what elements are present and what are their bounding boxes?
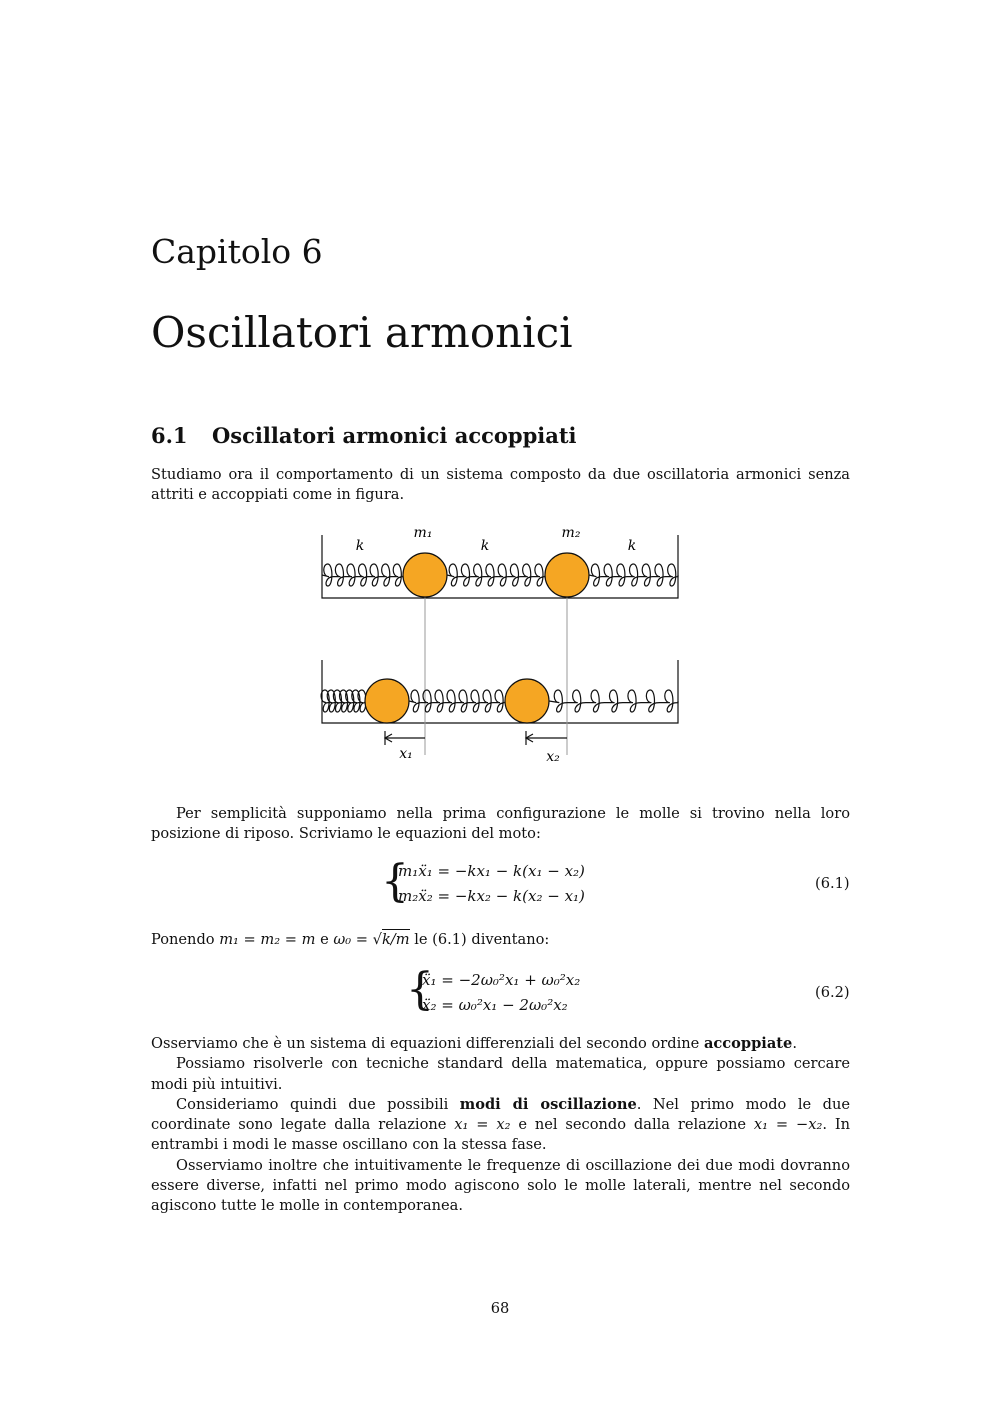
p3-after: .: [792, 1035, 797, 1052]
intro-paragraph: Studiamo ora il comportamento di un sistema composto da due oscillatoria armonici senza attriti e accoppiati come in figura.: [151, 466, 850, 504]
sqrt-sign: √: [372, 931, 382, 948]
p2-after: le (6.1) diventano:: [414, 931, 550, 948]
spring-label-right: k: [627, 538, 637, 554]
equation-6-1: [0, 858, 1000, 914]
spring-bottom-right: [549, 690, 678, 712]
masses-equal: m₁ = m₂ = m: [219, 931, 316, 948]
equation-6-1-line-1: m₁ẍ₁ = −kx₁ − k(x₁ − x₂): [398, 862, 585, 880]
omega-def: ω₀ =: [333, 931, 368, 948]
spring-bottom-middle: [409, 690, 505, 712]
p5-before: Consideriamo quindi due possibili: [176, 1095, 460, 1113]
spring-bottom-left: [321, 690, 366, 712]
mass-1-bottom: [365, 679, 409, 723]
spring-top-middle: [447, 564, 545, 586]
spring-top-right: [589, 564, 678, 586]
equation-number-6-1: (6.1): [815, 875, 850, 892]
mass-2-top: [545, 553, 589, 597]
equation-6-2-line-2: ẍ₂ = ω₀²x₁ − 2ω₀²x₂: [422, 996, 568, 1014]
mass-1-top: [403, 553, 447, 597]
coupled-oscillators-figure: [300, 515, 700, 775]
paragraph-6: Osserviamo inoltre che intuitivamente le frequenze di oscillazione dei due modi dovranno essere diverse, infatti nel primo modo agiscono solo le molle laterali, mentre nel secondo agiscono tutte le molle in contemporanea.: [151, 1156, 850, 1215]
section-title: Oscillatori armonici accoppiati: [212, 423, 577, 448]
paragraph-5: [151, 1095, 850, 1156]
and-word: e: [320, 931, 329, 948]
equation-brace: {: [381, 856, 409, 907]
p5-mid2: e nel secondo dalla relazione: [510, 1116, 754, 1134]
section-heading: [151, 422, 577, 450]
p5-relation-2: x₁ = −x₂: [753, 1116, 823, 1134]
equation-number-6-2: (6.2): [815, 984, 850, 1001]
equation-brace: {: [406, 964, 434, 1015]
equation-6-2-line-1: ẍ₁ = −2ω₀²x₁ + ω₀²x₂: [422, 971, 581, 989]
mass-2-label: m₂: [561, 525, 581, 541]
spring-label-left: k: [355, 538, 365, 554]
page-number: 68: [490, 1300, 510, 1317]
sqrt-argument: k/m: [381, 931, 410, 948]
x1-label: x₁: [399, 746, 413, 762]
top-track: [322, 535, 678, 598]
p3-before: Osserviamo che è un sistema di equazioni differenziali del secondo ordine: [151, 1035, 704, 1052]
p2-before: Ponendo: [151, 931, 215, 948]
p5-after: . In entrambi i modi le masse oscillano con la stessa fase.: [151, 1116, 850, 1154]
equation-6-2: [0, 966, 1000, 1022]
p5-mid: . Nel primo modo le due coordinate sono legate dalla relazione: [151, 1095, 851, 1134]
mass-1-label: m₁: [413, 525, 433, 541]
spring-top-left: [322, 564, 403, 586]
paragraph-4: Possiamo risolverle con tecniche standard della matematica, oppure possiamo cercare modi più intuitivi.: [151, 1055, 850, 1093]
paragraph-2: [151, 930, 850, 950]
paragraph-3: [151, 1034, 850, 1054]
spring-label-middle: k: [480, 538, 490, 554]
p5-relation-1: x₁ = x₂: [454, 1116, 511, 1134]
chapter-title: Oscillatori armonici: [151, 308, 573, 357]
mass-2-bottom: [505, 679, 549, 723]
paragraph-block: [151, 1034, 850, 1217]
p3-bold: accoppiate: [703, 1035, 793, 1052]
x2-label: x₂: [546, 749, 560, 765]
equation-6-1-line-2: m₂ẍ₂ = −kx₂ − k(x₂ − x₁): [398, 887, 585, 905]
p5-bold: modi di oscillazione: [459, 1095, 637, 1113]
paragraph-1: Per semplicità supponiamo nella prima configurazione le molle si trovino nella loro posizione di riposo. Scriviamo le equazioni del moto:: [151, 805, 850, 843]
section-number: 6.1: [151, 423, 188, 448]
chapter-label: Capitolo 6: [151, 232, 323, 271]
